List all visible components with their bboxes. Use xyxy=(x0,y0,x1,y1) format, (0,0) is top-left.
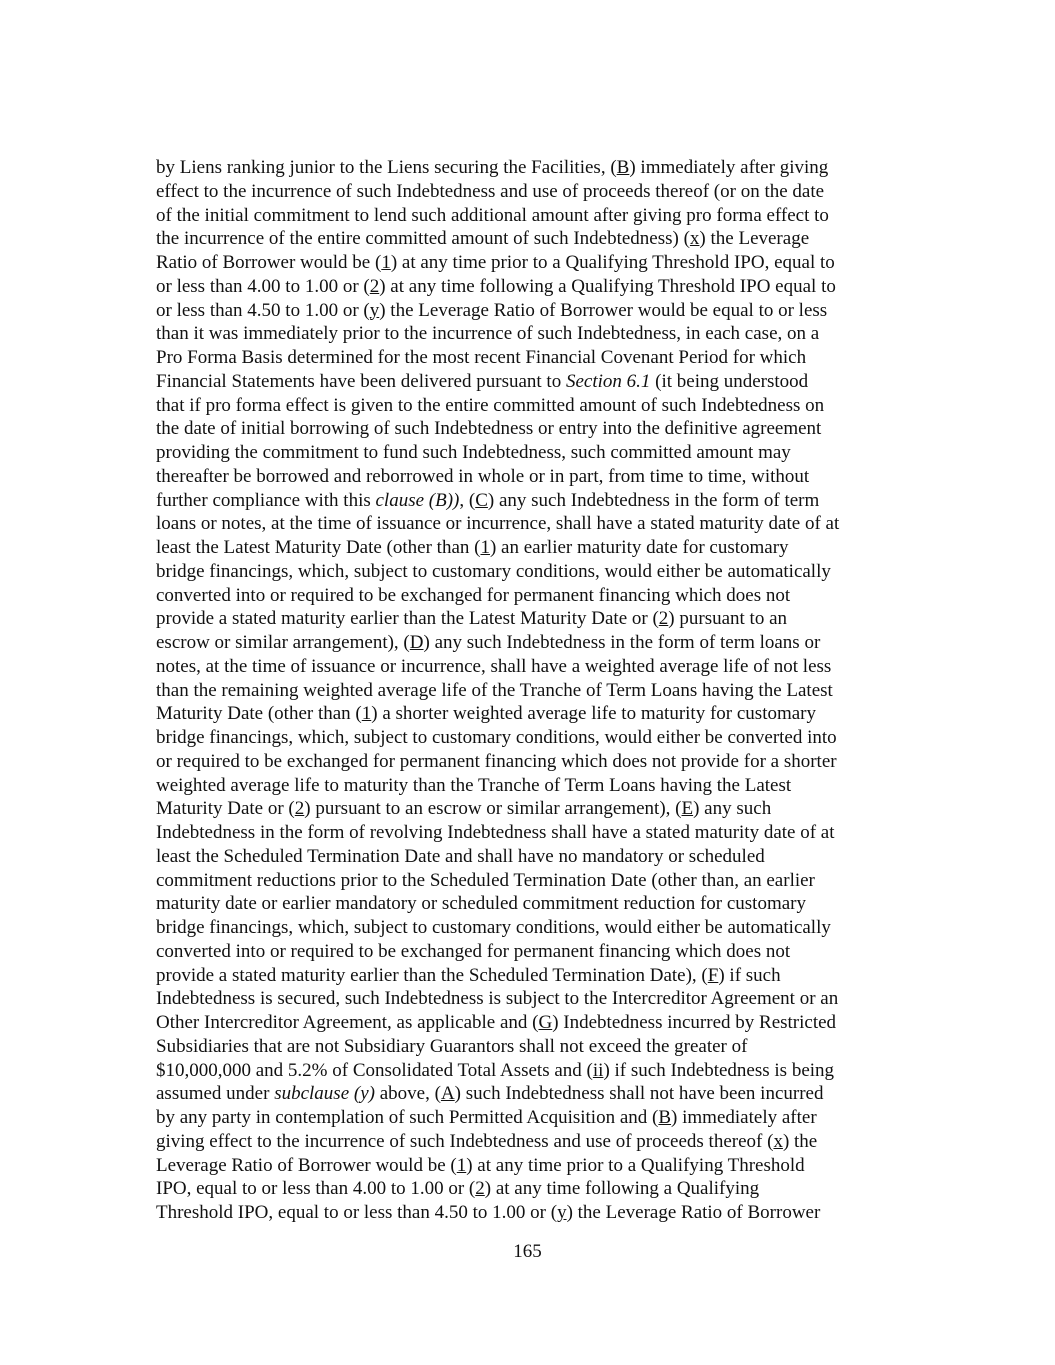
text-line xyxy=(156,204,916,228)
text-run: ) an earlier maturity date for customary xyxy=(489,537,789,558)
text-run: further compliance with this xyxy=(156,489,376,511)
text-line xyxy=(156,370,916,394)
clause-reference: G xyxy=(538,1012,553,1033)
text-run: than the remaining weighted average life of the Tranche of Term Loans having the Latest xyxy=(156,679,833,701)
text-line xyxy=(156,1082,916,1106)
text-line xyxy=(156,1059,916,1083)
text-run: Pro Forma Basis determined for the most recent Financial Covenant Period for which xyxy=(156,347,807,368)
text-line xyxy=(156,1130,916,1154)
text-run: Indebtedness is secured, such Indebtedness is subject to the Intercreditor Agreement or an xyxy=(156,988,839,1010)
clause-reference: B xyxy=(616,157,630,178)
text-line xyxy=(156,607,916,631)
clause-reference: 1 xyxy=(480,537,490,558)
text-run: ) any such Indebtedness in the form of term loans or xyxy=(423,632,821,653)
text-run: effect to the incurrence of such Indebtedness and use of proceeds thereof (or on the date xyxy=(156,180,825,202)
text-line xyxy=(156,845,916,869)
text-line xyxy=(156,964,916,988)
text-run: bridge financings, which, subject to customary conditions, would either be automatically xyxy=(156,917,831,938)
text-run: provide a stated maturity earlier than the Latest Maturity Date or ( xyxy=(156,608,659,630)
text-line xyxy=(156,299,916,323)
text-line xyxy=(156,584,916,608)
text-run: converted into or required to be exchanged for permanent financing which does not xyxy=(156,584,791,606)
text-run: , ( xyxy=(459,489,476,511)
text-line xyxy=(156,536,916,560)
text-line xyxy=(156,560,916,584)
text-run: assumed under xyxy=(156,1083,275,1105)
text-line xyxy=(156,940,916,964)
clause-reference: 1 xyxy=(456,1154,467,1176)
text-run: maturity date or earlier mandatory or scheduled commitment reduction for customary xyxy=(156,893,806,915)
text-run: ) at any time following a Qualifying Threshold IPO equal to xyxy=(379,275,836,297)
text-line xyxy=(156,180,916,204)
text-run: provide a stated maturity earlier than the Scheduled Termination Date), ( xyxy=(156,964,708,986)
text-run: ) at any time prior to a Qualifying Threshold IPO, equal to xyxy=(390,252,835,273)
text-line xyxy=(156,774,916,798)
text-run: $10,000,000 and 5.2% of Consolidated Total Assets and ( xyxy=(156,1059,593,1081)
text-line xyxy=(156,489,916,513)
text-run: Maturity Date or ( xyxy=(156,798,295,820)
text-run: weighted average life to maturity than the Tranche of Term Loans having the Latest xyxy=(156,774,792,796)
text-line xyxy=(156,1011,916,1035)
italic-reference: clause (B)) xyxy=(375,489,460,511)
text-line xyxy=(156,394,916,418)
text-line xyxy=(156,631,916,655)
text-run: Threshold IPO, equal to or less than 4.50 to 1.00 or ( xyxy=(156,1202,558,1223)
text-run: ) the Leverage xyxy=(699,228,810,250)
clause-reference: 2 xyxy=(475,1178,485,1200)
text-run: or required to be exchanged for permanent financing which does not provide for a shorter xyxy=(156,750,837,772)
text-run: notes, at the time of issuance or incurrence, shall have a weighted average life of not less xyxy=(156,655,832,677)
clause-reference: x xyxy=(689,228,700,250)
text-run: by Liens ranking junior to the Liens securing the Facilities, ( xyxy=(156,157,617,178)
text-run: IPO, equal to or less than 4.00 to 1.00 or ( xyxy=(156,1178,476,1200)
text-run: ) at any time following a Qualifying xyxy=(484,1178,760,1200)
clause-reference: y xyxy=(557,1202,567,1223)
text-line xyxy=(156,465,916,489)
text-run: Indebtedness in the form of revolving Indebtedness shall have a stated maturity date of at xyxy=(156,822,835,843)
text-run: than it was immediately prior to the incurrence of such Indebtedness, in each case, on a xyxy=(156,323,820,345)
text-run: Ratio of Borrower would be ( xyxy=(156,252,382,273)
text-run: giving effect to the incurrence of such Indebtedness and use of proceeds thereof ( xyxy=(156,1130,774,1152)
text-run: ) if such xyxy=(718,964,781,986)
text-run: ) pursuant to an xyxy=(668,608,788,630)
text-run: Financial Statements have been delivered pursuant to xyxy=(156,370,566,392)
text-line xyxy=(156,916,916,940)
text-line xyxy=(156,227,916,251)
text-line xyxy=(156,322,916,346)
text-run: thereafter be borrowed and reborrowed in whole or in part, from time to time, without xyxy=(156,465,810,487)
text-run: of the initial commitment to lend such additional amount after giving pro forma effect to xyxy=(156,204,829,226)
text-line xyxy=(156,821,916,845)
page-number: 165 xyxy=(513,1241,542,1262)
text-line xyxy=(156,441,916,465)
text-run: bridge financings, which, subject to customary conditions, would either be converted into xyxy=(156,727,837,748)
text-line xyxy=(156,512,916,536)
clause-reference: 2 xyxy=(658,608,669,630)
clause-reference: ii xyxy=(592,1059,604,1081)
text-line xyxy=(156,1154,916,1178)
text-run: the date of initial borrowing of such Indebtedness or entry into the definitive agreement xyxy=(156,418,822,440)
text-run: by any party in contemplation of such Permitted Acquisition and ( xyxy=(156,1107,659,1128)
clause-reference: A xyxy=(440,1083,455,1105)
text-run: ) the Leverage Ratio of Borrower xyxy=(566,1202,821,1223)
text-line xyxy=(156,417,916,441)
clause-reference: F xyxy=(707,964,719,986)
text-line xyxy=(156,1035,916,1059)
text-run: ) immediately after xyxy=(671,1107,817,1128)
text-line xyxy=(156,1177,916,1201)
text-run: commitment reductions prior to the Scheduled Termination Date (other than, an earlier xyxy=(156,869,815,891)
text-line xyxy=(156,987,916,1011)
italic-reference: Section 6.1 xyxy=(565,370,651,392)
text-run: ) the xyxy=(782,1130,818,1152)
clause-reference: y xyxy=(369,299,380,321)
text-line xyxy=(156,1201,916,1225)
text-run: ) a shorter weighted average life to maturity for customary xyxy=(371,703,817,725)
text-line xyxy=(156,679,916,703)
text-line xyxy=(156,797,916,821)
text-run: Subsidiaries that are not Subsidiary Guarantors shall not exceed the greater of xyxy=(156,1035,748,1057)
text-run: ) pursuant to an escrow or similar arrangement), ( xyxy=(304,798,682,820)
text-line xyxy=(156,346,916,370)
text-run: ) the Leverage Ratio of Borrower would be equal to or less xyxy=(379,299,828,321)
text-run: providing the commitment to fund such Indebtedness, such committed amount may xyxy=(156,442,791,463)
text-run: ) Indebtedness incurred by Restricted xyxy=(552,1012,837,1033)
text-line xyxy=(156,251,916,275)
clause-reference: 1 xyxy=(361,703,372,725)
text-run: above, ( xyxy=(374,1083,441,1105)
clause-reference: 2 xyxy=(294,798,305,820)
text-run: (it being understood xyxy=(650,370,809,392)
text-line xyxy=(156,869,916,893)
text-run: ) any such xyxy=(693,798,772,820)
text-run: or less than 4.50 to 1.00 or ( xyxy=(156,299,370,321)
text-run: ) any such Indebtedness in the form of term xyxy=(487,489,820,511)
text-line xyxy=(156,702,916,726)
text-line xyxy=(156,156,916,180)
text-run: ) at any time prior to a Qualifying Threshold xyxy=(466,1154,805,1176)
clause-reference: B xyxy=(658,1107,672,1128)
text-run: converted into or required to be exchanged for permanent financing which does not xyxy=(156,940,791,962)
text-line xyxy=(156,726,916,750)
clause-reference: E xyxy=(681,798,694,820)
body-text xyxy=(156,156,916,1225)
clause-reference: D xyxy=(409,632,424,653)
text-run: the incurrence of the entire committed amount of such Indebtedness) ( xyxy=(156,228,690,250)
text-run: ) immediately after giving xyxy=(629,157,829,178)
clause-reference: 1 xyxy=(381,252,391,273)
clause-reference: x xyxy=(773,1130,783,1152)
text-run: least the Latest Maturity Date (other than ( xyxy=(156,537,481,558)
text-run: Leverage Ratio of Borrower would be ( xyxy=(156,1154,457,1176)
text-run: ) if such Indebtedness is being xyxy=(603,1059,835,1081)
text-run: escrow or similar arrangement), ( xyxy=(156,632,410,653)
text-run: loans or notes, at the time of issuance or incurrence, shall have a stated maturity date of at xyxy=(156,513,840,535)
text-run: Other Intercreditor Agreement, as applicable and ( xyxy=(156,1012,539,1033)
text-line xyxy=(156,750,916,774)
text-run: or less than 4.00 to 1.00 or ( xyxy=(156,275,370,297)
text-run: bridge financings, which, subject to customary conditions, would either be automatically xyxy=(156,560,831,582)
clause-reference: C xyxy=(475,489,488,511)
text-line xyxy=(156,275,916,299)
clause-reference: 2 xyxy=(369,275,380,297)
text-run: least the Scheduled Termination Date and shall have no mandatory or scheduled xyxy=(156,845,765,867)
text-line xyxy=(156,655,916,679)
text-line xyxy=(156,892,916,916)
italic-reference: subclause (y) xyxy=(274,1083,375,1105)
text-run: Maturity Date (other than ( xyxy=(156,703,362,725)
text-line xyxy=(156,1106,916,1130)
text-run: that if pro forma effect is given to the entire committed amount of such Indebtedness on xyxy=(156,394,825,416)
text-run: ) such Indebtedness shall not have been incurred xyxy=(454,1083,824,1105)
